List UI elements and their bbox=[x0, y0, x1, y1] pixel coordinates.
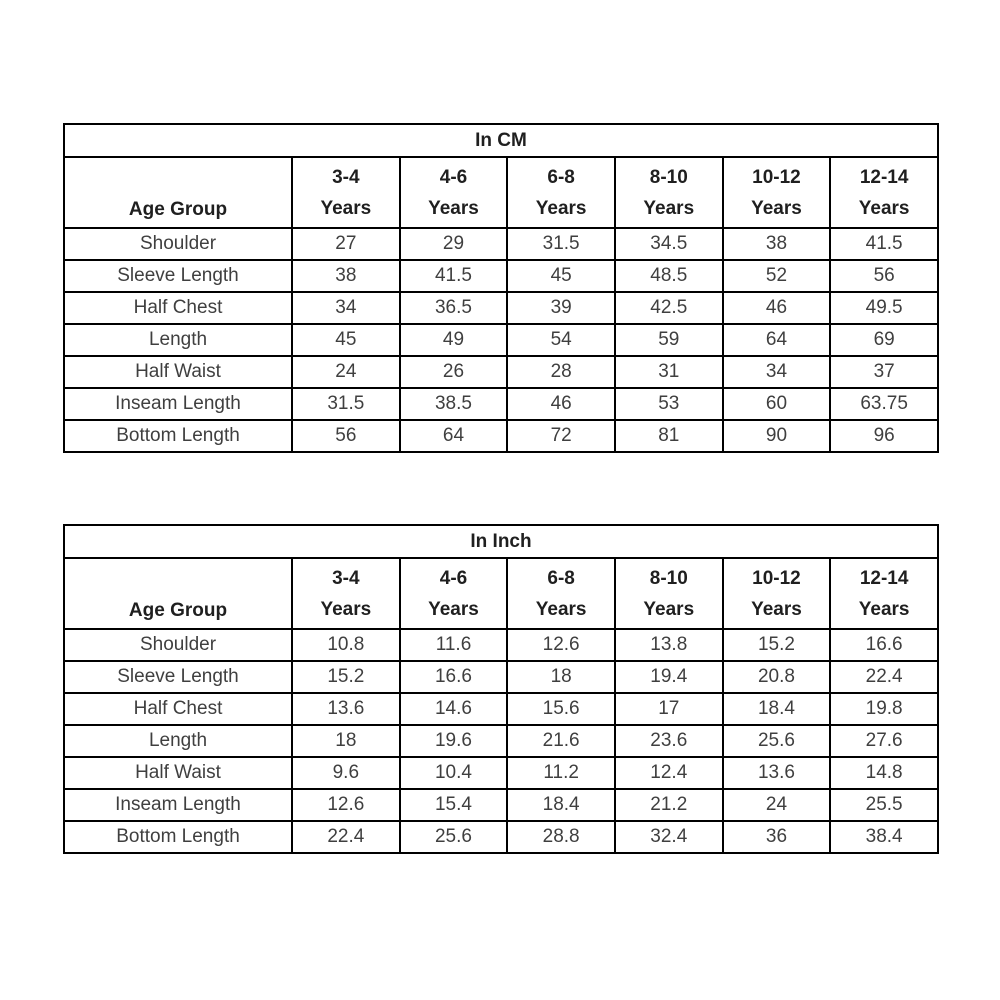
measurement-label: Shoulder bbox=[64, 228, 292, 260]
measurement-value: 46 bbox=[723, 292, 831, 324]
age-unit-label: Years bbox=[320, 598, 372, 620]
age-group-header: Age Group bbox=[64, 558, 292, 629]
table-row bbox=[64, 324, 938, 356]
measurement-value: 22.4 bbox=[830, 661, 938, 693]
measurement-value: 38 bbox=[292, 260, 400, 292]
age-range-label: 3-4 bbox=[332, 166, 360, 188]
table-row bbox=[64, 420, 938, 452]
age-unit-label: Years bbox=[428, 197, 479, 219]
measurement-label: Inseam Length bbox=[64, 789, 292, 821]
age-group-header: Age Group bbox=[64, 157, 292, 228]
measurement-value: 38.5 bbox=[400, 388, 508, 420]
measurement-value: 34.5 bbox=[615, 228, 723, 260]
col-header-12-14-years bbox=[830, 157, 938, 228]
measurement-value: 28.8 bbox=[507, 821, 615, 853]
measurement-label: Length bbox=[64, 725, 292, 757]
col-header-4-6-years bbox=[400, 157, 508, 228]
age-range-label: 12-14 bbox=[859, 166, 909, 188]
measurement-value: 14.6 bbox=[400, 693, 508, 725]
measurement-value: 56 bbox=[292, 420, 400, 452]
age-range-label: 6-8 bbox=[547, 567, 575, 589]
measurement-value: 36.5 bbox=[400, 292, 508, 324]
measurement-label: Sleeve Length bbox=[64, 260, 292, 292]
measurement-value: 19.6 bbox=[400, 725, 508, 757]
measurement-label: Shoulder bbox=[64, 629, 292, 661]
measurement-value: 13.8 bbox=[615, 629, 723, 661]
measurement-value: 96 bbox=[830, 420, 938, 452]
measurement-value: 26 bbox=[400, 356, 508, 388]
measurement-label: Half Waist bbox=[64, 757, 292, 789]
measurement-value: 21.2 bbox=[615, 789, 723, 821]
measurement-value: 31.5 bbox=[292, 388, 400, 420]
col-header-6-8-years bbox=[507, 558, 615, 629]
col-header-3-4-years bbox=[292, 157, 400, 228]
measurement-value: 37 bbox=[830, 356, 938, 388]
measurement-value: 90 bbox=[723, 420, 831, 452]
age-unit-label: Years bbox=[428, 598, 479, 620]
measurement-value: 11.6 bbox=[400, 629, 508, 661]
measurement-value: 46 bbox=[507, 388, 615, 420]
measurement-value: 12.6 bbox=[292, 789, 400, 821]
measurement-value: 27 bbox=[292, 228, 400, 260]
measurement-value: 19.8 bbox=[830, 693, 938, 725]
age-range-label: 12-14 bbox=[859, 567, 909, 589]
measurement-value: 11.2 bbox=[507, 757, 615, 789]
measurement-value: 34 bbox=[723, 356, 831, 388]
measurement-value: 45 bbox=[507, 260, 615, 292]
measurement-value: 49 bbox=[400, 324, 508, 356]
measurement-value: 18.4 bbox=[723, 693, 831, 725]
measurement-value: 36 bbox=[723, 821, 831, 853]
measurement-value: 18.4 bbox=[507, 789, 615, 821]
measurement-label: Bottom Length bbox=[64, 420, 292, 452]
age-unit-label: Years bbox=[751, 598, 802, 620]
measurement-value: 63.75 bbox=[830, 388, 938, 420]
age-range-label: 6-8 bbox=[547, 166, 575, 188]
measurement-label: Sleeve Length bbox=[64, 661, 292, 693]
measurement-value: 81 bbox=[615, 420, 723, 452]
measurement-value: 15.2 bbox=[292, 661, 400, 693]
col-header-8-10-years bbox=[615, 558, 723, 629]
measurement-value: 54 bbox=[507, 324, 615, 356]
measurement-value: 32.4 bbox=[615, 821, 723, 853]
measurement-value: 18 bbox=[507, 661, 615, 693]
age-range-label: 8-10 bbox=[649, 166, 688, 188]
age-unit-label: Years bbox=[858, 598, 910, 620]
measurement-value: 18 bbox=[292, 725, 400, 757]
measurement-value: 38 bbox=[723, 228, 831, 260]
measurement-value: 41.5 bbox=[830, 228, 938, 260]
measurement-value: 31.5 bbox=[507, 228, 615, 260]
table-row bbox=[64, 629, 938, 661]
table-row bbox=[64, 693, 938, 725]
measurement-label: Half Chest bbox=[64, 693, 292, 725]
size-chart-cm bbox=[63, 123, 939, 453]
age-unit-label: Years bbox=[751, 197, 802, 219]
measurement-value: 31 bbox=[615, 356, 723, 388]
measurement-value: 64 bbox=[400, 420, 508, 452]
table-row bbox=[64, 228, 938, 260]
measurement-value: 13.6 bbox=[292, 693, 400, 725]
table-row bbox=[64, 725, 938, 757]
table-row bbox=[64, 757, 938, 789]
measurement-label: Inseam Length bbox=[64, 388, 292, 420]
table-title: In Inch bbox=[64, 525, 938, 558]
measurement-label: Length bbox=[64, 324, 292, 356]
measurement-value: 12.4 bbox=[615, 757, 723, 789]
measurement-value: 15.6 bbox=[507, 693, 615, 725]
table-row bbox=[64, 260, 938, 292]
age-unit-label: Years bbox=[643, 197, 695, 219]
measurement-value: 14.8 bbox=[830, 757, 938, 789]
measurement-value: 48.5 bbox=[615, 260, 723, 292]
measurement-value: 22.4 bbox=[292, 821, 400, 853]
col-header-6-8-years bbox=[507, 157, 615, 228]
age-unit-label: Years bbox=[535, 197, 587, 219]
measurement-value: 56 bbox=[830, 260, 938, 292]
size-chart-cm-table bbox=[63, 123, 939, 453]
measurement-value: 53 bbox=[615, 388, 723, 420]
measurement-label: Bottom Length bbox=[64, 821, 292, 853]
measurement-value: 42.5 bbox=[615, 292, 723, 324]
measurement-value: 10.8 bbox=[292, 629, 400, 661]
age-range-label: 4-6 bbox=[439, 567, 468, 589]
measurement-value: 59 bbox=[615, 324, 723, 356]
measurement-value: 41.5 bbox=[400, 260, 508, 292]
measurement-value: 21.6 bbox=[507, 725, 615, 757]
measurement-label: Half Waist bbox=[64, 356, 292, 388]
col-header-3-4-years bbox=[292, 558, 400, 629]
measurement-value: 52 bbox=[723, 260, 831, 292]
measurement-value: 49.5 bbox=[830, 292, 938, 324]
measurement-value: 27.6 bbox=[830, 725, 938, 757]
measurement-value: 24 bbox=[723, 789, 831, 821]
measurement-value: 15.4 bbox=[400, 789, 508, 821]
measurement-value: 13.6 bbox=[723, 757, 831, 789]
measurement-value: 25.6 bbox=[723, 725, 831, 757]
measurement-value: 12.6 bbox=[507, 629, 615, 661]
measurement-value: 9.6 bbox=[292, 757, 400, 789]
measurement-value: 20.8 bbox=[723, 661, 831, 693]
table-row bbox=[64, 292, 938, 324]
measurement-value: 16.6 bbox=[400, 661, 508, 693]
measurement-value: 23.6 bbox=[615, 725, 723, 757]
age-unit-label: Years bbox=[320, 197, 372, 219]
measurement-value: 29 bbox=[400, 228, 508, 260]
measurement-value: 38.4 bbox=[830, 821, 938, 853]
age-unit-label: Years bbox=[858, 197, 910, 219]
size-chart-inch-table bbox=[63, 524, 939, 854]
measurement-label: Half Chest bbox=[64, 292, 292, 324]
measurement-value: 24 bbox=[292, 356, 400, 388]
measurement-value: 72 bbox=[507, 420, 615, 452]
measurement-value: 45 bbox=[292, 324, 400, 356]
table-row bbox=[64, 789, 938, 821]
measurement-value: 34 bbox=[292, 292, 400, 324]
table-row bbox=[64, 661, 938, 693]
measurement-value: 64 bbox=[723, 324, 831, 356]
measurement-value: 25.6 bbox=[400, 821, 508, 853]
col-header-12-14-years bbox=[830, 558, 938, 629]
age-unit-label: Years bbox=[535, 598, 587, 620]
measurement-value: 28 bbox=[507, 356, 615, 388]
table-title: In CM bbox=[64, 124, 938, 157]
age-unit-label: Years bbox=[643, 598, 695, 620]
col-header-10-12-years bbox=[723, 558, 831, 629]
measurement-value: 17 bbox=[615, 693, 723, 725]
measurement-value: 39 bbox=[507, 292, 615, 324]
measurement-value: 69 bbox=[830, 324, 938, 356]
col-header-8-10-years bbox=[615, 157, 723, 228]
table-row bbox=[64, 356, 938, 388]
measurement-value: 16.6 bbox=[830, 629, 938, 661]
measurement-value: 10.4 bbox=[400, 757, 508, 789]
col-header-4-6-years bbox=[400, 558, 508, 629]
measurement-value: 25.5 bbox=[830, 789, 938, 821]
age-range-label: 10-12 bbox=[752, 567, 801, 589]
table-row bbox=[64, 821, 938, 853]
measurement-value: 19.4 bbox=[615, 661, 723, 693]
measurement-value: 15.2 bbox=[723, 629, 831, 661]
age-range-label: 10-12 bbox=[752, 166, 801, 188]
col-header-10-12-years bbox=[723, 157, 831, 228]
table-row bbox=[64, 388, 938, 420]
age-range-label: 4-6 bbox=[439, 166, 468, 188]
measurement-value: 60 bbox=[723, 388, 831, 420]
age-range-label: 3-4 bbox=[332, 567, 360, 589]
size-chart-inch bbox=[63, 524, 939, 854]
age-range-label: 8-10 bbox=[649, 567, 688, 589]
